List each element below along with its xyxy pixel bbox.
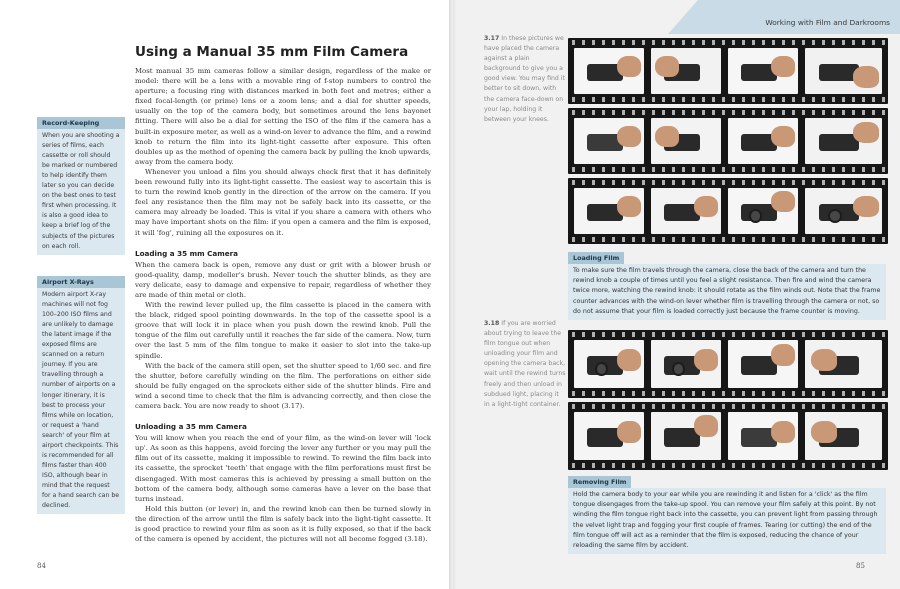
- photo-frame: [728, 340, 798, 388]
- book-gutter: [449, 0, 455, 589]
- page-number-right: 85: [856, 562, 865, 570]
- page-number-left: 84: [37, 562, 46, 570]
- sidebar-record-text: When you are shooting a series of films, each cassette or roll should be marked or numbered to help identify them later so you can decide on the best ones to test first when processing. It is also a good idea to keep a brief log of the subjects of the pictures on each roll.: [37, 129, 125, 255]
- photo-frame: [728, 48, 798, 94]
- photo-frame: [805, 48, 882, 94]
- photo-frame: [574, 48, 644, 94]
- intro-paragraph-1: Most manual 35 mm cameras follow a similar design, regardless of the make or model: there will be a lens with a movable ring of f-stop numbers to control the aperture; a focusing ring with distances marked in both feet and metres; either a fixed focal-length (or prime) lens or a zoom lens; and a dial for shutter speeds, usually on the top of the camera body, but sometimes around the lens bayonet fitting. There will also be a dial for setting the ISO of the film if the camera has a built-in exposure meter, as well as a wind-on lever to advance the film, and a rewind knob to return the film into its light-tight cassette after exposure. This often doubles up as the method of opening the camera back by pulling the knob upwards, away from the camera body.: [135, 67, 431, 166]
- unloading-paragraph-1: You will know when you reach the end of your film, as the wind-on lever will 'lock up'. As soon as this happens, avoid forcing the lever any further or you may pull the film out of its cassette, making it impossible to rewind. To rewind the film back into its cassette, the sprocket 'teeth' that engage with the film perforations must first be disengaged. With most cameras this is achieved by pressing a small button on the bottom of the camera body, although some cameras have a lever on the base that turns instead.: [135, 434, 431, 503]
- loading-film-title: Loading Film: [568, 252, 624, 264]
- photo-frame: [651, 412, 721, 460]
- film-strip-3: [568, 178, 888, 244]
- photo-frame: [805, 118, 882, 164]
- photo-frame: [651, 340, 721, 388]
- removing-film-title: Removing Film: [568, 476, 631, 488]
- sidebar-record-keeping: [37, 117, 125, 255]
- film-strip-4: [568, 330, 888, 398]
- loading-film-text: To make sure the film travels through the camera, close the back of the camera and turn the rewind knob a couple of times until you feel a slight resistance. Then fire and wind the camera twice more, watching the rewind knob: it should rotate as the film winds out. Note that the frame counter advances with the wind-on lever whether film is travelling through the camera or not, so do not assume that your film is loaded correctly just because the frame counter is moving.: [568, 264, 886, 320]
- photo-frame: [651, 188, 721, 234]
- sidebar-record-title: Record-Keeping: [37, 117, 125, 129]
- photo-frame: [651, 118, 721, 164]
- caption-3-18: [484, 319, 566, 410]
- unloading-heading: Unloading a 35 mm Camera: [135, 422, 247, 432]
- running-head: Working with Film and Darkrooms: [765, 18, 890, 27]
- photo-frame: [805, 188, 882, 234]
- photo-frame: [728, 412, 798, 460]
- film-strip-5: [568, 402, 888, 470]
- caption-3-18-text: If you are worried about trying to leave the film tongue out when unloading your film and opening the camera back, wait until the rewind turns freely and then unload in subdued light, placing it in a light-tight container.: [484, 320, 566, 408]
- caption-3-17: [484, 34, 566, 125]
- main-body-text: [135, 66, 431, 544]
- caption-3-17-text: In these pictures we have placed the camera against a plain background to give you a good view. You may find it better to sit down, with the camera face-down on your lap, holding it between your knees.: [484, 35, 565, 123]
- photo-frame: [651, 48, 721, 94]
- intro-paragraph-2: Whenever you unload a film you should always check first that it has definitely been rewound fully into its light-tight cassette. The easiest way to ascertain this is to turn the rewind knob gently in the direction of the arrow on the camera. If you feel any resistance then the film may not be safely back into its cassette, or the camera may already be loaded. This is vital if you share a camera with others who may have important shots on the film: if you open a camera and the film is exposed, it will 'fog', ruining all the exposures on it.: [135, 167, 431, 237]
- unloading-paragraph-2: Hold this button (or lever) in, and the rewind knob can then be turned slowly in the direction of the arrow until the film is safely back into the light-tight cassette. It is good practice to rewind your film as soon as it is fully exposed, so that if the back of the camera is opened by accident, the pictures will not all become fogged (3.18).: [135, 504, 431, 544]
- film-strip-2: [568, 108, 888, 174]
- running-head-band: [668, 0, 900, 34]
- loading-paragraph-3: With the back of the camera still open, set the shutter speed to 1/60 sec. and fire the shutter, before carefully winding on the film. The perforations on either side should be fully engaged on the sprockets either side of the shutter blinds. Fire and wind a second time to check that the film is advancing correctly, and then close the camera back. You are now ready to shoot (3.17).: [135, 361, 431, 410]
- photo-frame: [574, 340, 644, 388]
- photo-frame: [805, 340, 882, 388]
- photo-frame: [574, 188, 644, 234]
- loading-paragraph-1: When the camera back is open, remove any dust or grit with a blower brush or good-quality, damp, modeller's brush. Never touch the shutter blinds, as they are very delicate, easy to damage and expensive to repair, regardless of whether they are made of thin metal or cloth.: [135, 260, 431, 299]
- removing-film-text: Hold the camera body to your ear while you are rewinding it and listen for a 'click' as the film tongue disengages from the take-up spool. You can remove your film safely at this point. By not winding the film tongue right back into the cassette, you can prevent light from passing through the velvet light trap and fogging your first couple of frames. Tearing (or cutting) the end of the film tongue off will act as a reminder that the film is exposed, reducing the chance of your reloading the same film by accident.: [568, 488, 886, 554]
- caption-3-18-number: 3.18: [484, 320, 500, 327]
- photo-frame: [728, 188, 798, 234]
- photo-frame: [574, 412, 644, 460]
- film-strip-1: [568, 38, 888, 104]
- loading-heading: Loading a 35 mm Camera: [135, 248, 238, 258]
- photo-frame: [805, 412, 882, 460]
- loading-paragraph-2: With the rewind lever pulled up, the film cassette is placed in the camera with the black, ridged spool pointing downwards. In the top of the cassette spool is a groove that will lock it in place when you push down the rewind knob. Pull the tongue of the film out carefully until it reaches the far side of the camera. Now, turn over the last 5 mm of the film tongue to make it easier to slot into the take-up spindle.: [135, 301, 431, 360]
- photo-frame: [574, 118, 644, 164]
- page-title: Using a Manual 35 mm Film Camera: [135, 44, 409, 60]
- sidebar-xray-title: Airport X-Rays: [37, 276, 125, 288]
- sidebar-xray-text: Modern airport X-ray machines will not fog 100–200 ISO films and are unlikely to damage the latent image if the exposed films are scanned on a return journey. If you are travelling through a number of airports on a longer itinerary, it is best to process your films while on location, or request a 'hand search' of your film at airport checkpoints. This is recommended for all films faster than 400 ISO, although bear in mind that the request for a hand search can be declined.: [37, 288, 125, 514]
- photo-frame: [728, 118, 798, 164]
- sidebar-airport-xrays: [37, 276, 125, 514]
- caption-3-17-number: 3.17: [484, 35, 500, 42]
